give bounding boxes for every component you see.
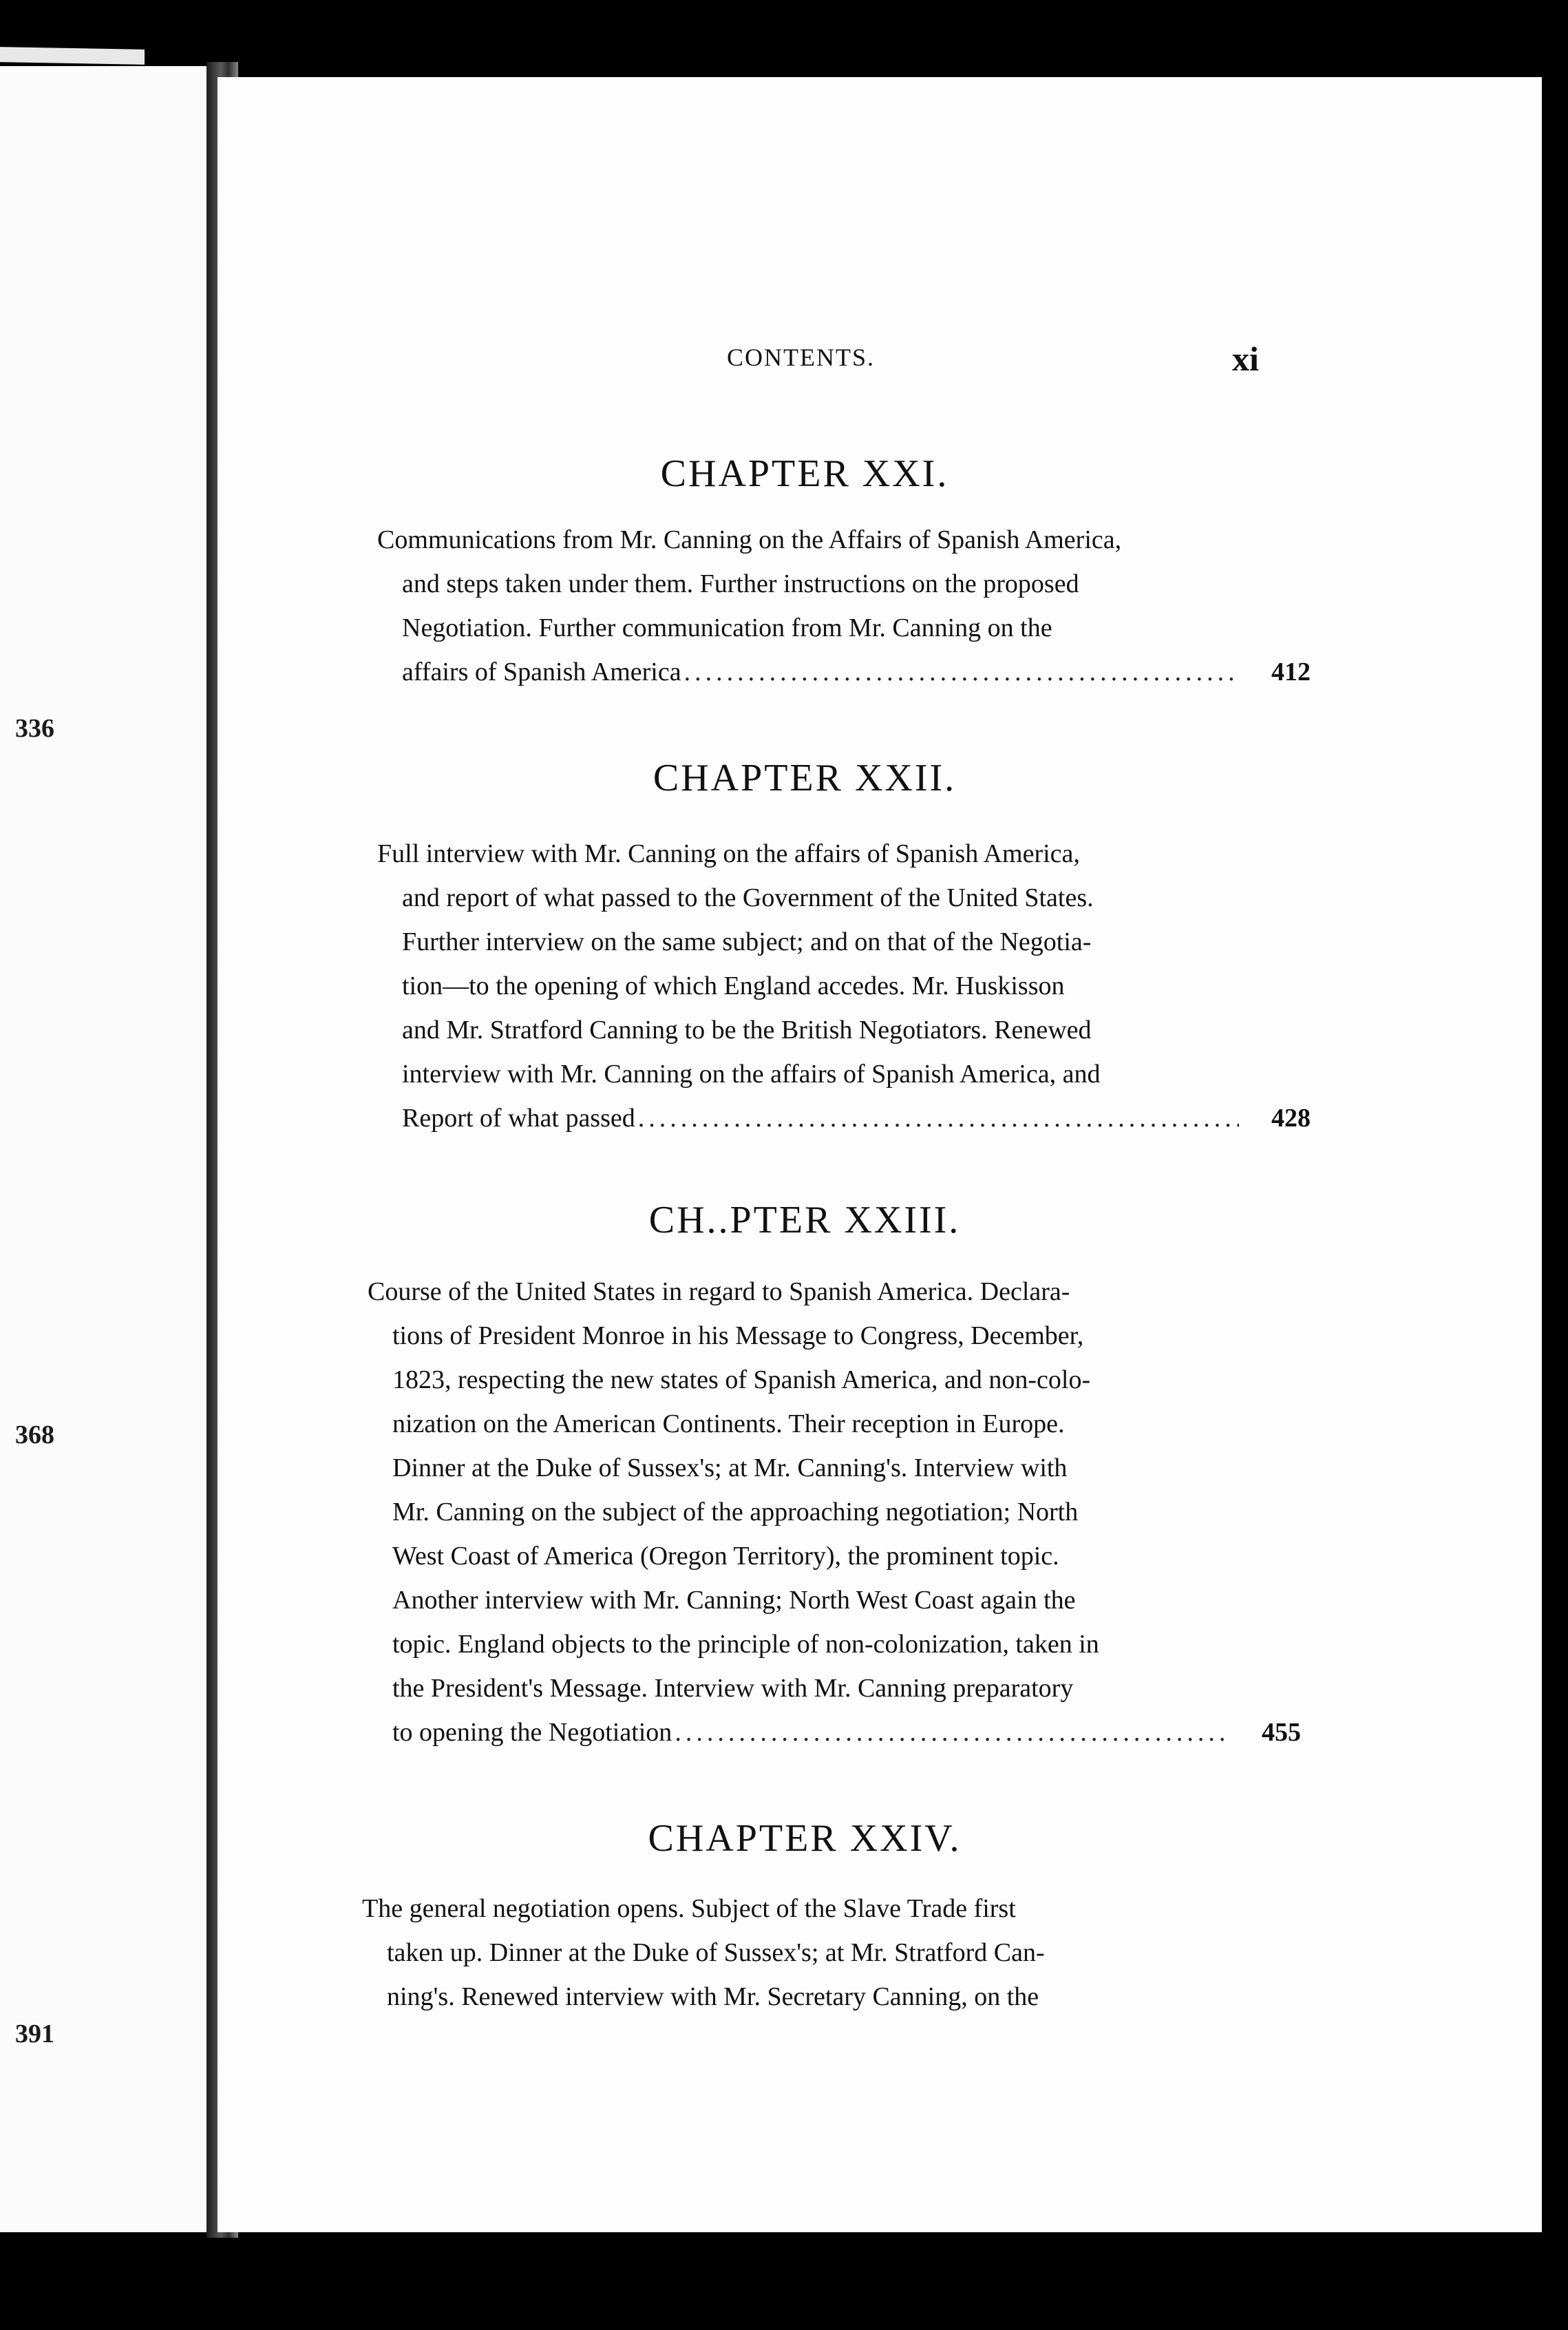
folio-number: xi (1232, 339, 1259, 378)
dot-leader (675, 1710, 1229, 1754)
summary-line: ning's. Renewed interview with Mr. Secretary Canning, on the (387, 1982, 1039, 2011)
dot-leader (638, 1096, 1239, 1140)
summary-line: and steps taken under them. Further instructions on the proposed (402, 569, 1079, 598)
summary-line: and report of what passed to the Government of the United States. (402, 883, 1094, 912)
chapter-heading: CHAPTER XXII. (653, 757, 957, 799)
margin-page-number: 391 (15, 2019, 54, 2048)
summary-line: taken up. Dinner at the Duke of Sussex's; at Mr. Stratford Can- (387, 1938, 1045, 1967)
chapter-summary (362, 1887, 1257, 2019)
summary-last-line: Report of what passed ..... 428 (377, 1096, 1272, 1140)
summary-line: Dinner at the Duke of Sussex's; at Mr. Canning's. Interview with (392, 1453, 1068, 1482)
chapter-summary (377, 518, 1311, 694)
summary-line: the President's Message. Interview with Mr. Canning preparatory (392, 1674, 1074, 1703)
summary-line: West Coast of America (Oregon Territory), the prominent topic. (392, 1542, 1059, 1571)
summary-line: Full interview with Mr. Canning on the affairs of Spanish America, (377, 839, 1080, 868)
summary-line: tion—to the opening of which England accedes. Mr. Huskisson (402, 972, 1065, 1000)
chapter-heading: CHAPTER XXIV. (648, 1817, 962, 1860)
summary-line: Communications from Mr. Canning on the Affairs of Spanish America, (377, 525, 1122, 554)
margin-page-number: 368 (15, 1420, 54, 1449)
summary-line: nization on the American Continents. Their reception in Europe. (392, 1409, 1065, 1438)
summary-line: tions of President Monroe in his Message to Congress, December, (392, 1321, 1084, 1350)
summary-line: 1823, respecting the new states of Spanish America, and non-colo- (392, 1365, 1091, 1394)
summary-line: and Mr. Stratford Canning to be the British Negotiators. Renewed (402, 1016, 1092, 1045)
margin-page-number: 336 (15, 714, 54, 743)
left-page (0, 66, 223, 2232)
page-reference: 412 (1271, 658, 1311, 686)
chapter-heading: CHAPTER XXI. (660, 452, 949, 495)
summary-line: topic. England objects to the principle of non-colonization, taken in (392, 1630, 1099, 1659)
summary-last-line: affairs of Spanish America ..... 412 (377, 650, 1272, 694)
summary-line: Course of the United States in regard to Spanish America. Declara- (368, 1277, 1070, 1306)
chapter-summary (368, 1270, 1301, 1754)
page-reference: 428 (1271, 1104, 1311, 1133)
chapter-heading: CH..PTER XXIII. (648, 1199, 961, 1241)
summary-line: interview with Mr. Canning on the affairs of Spanish America, and (402, 1060, 1101, 1089)
summary-line: Further interview on the same subject; and on that of the Negotia- (402, 927, 1092, 956)
chapter-summary (377, 832, 1311, 1140)
left-page-edge (0, 47, 145, 65)
summary-line: Another interview with Mr. Canning; North West Coast again the (392, 1586, 1076, 1615)
dot-leader (684, 650, 1239, 694)
page-reference: 455 (1262, 1718, 1301, 1747)
running-head: CONTENTS. (727, 344, 875, 371)
summary-line: Negotiation. Further communication from Mr. Canning on the (402, 613, 1052, 642)
summary-line: The general negotiation opens. Subject of the Slave Trade first (362, 1894, 1016, 1923)
summary-line: Mr. Canning on the subject of the approaching negotiation; North (392, 1498, 1079, 1526)
summary-last-line: to opening the Negotiation ..... 455 (368, 1710, 1262, 1754)
